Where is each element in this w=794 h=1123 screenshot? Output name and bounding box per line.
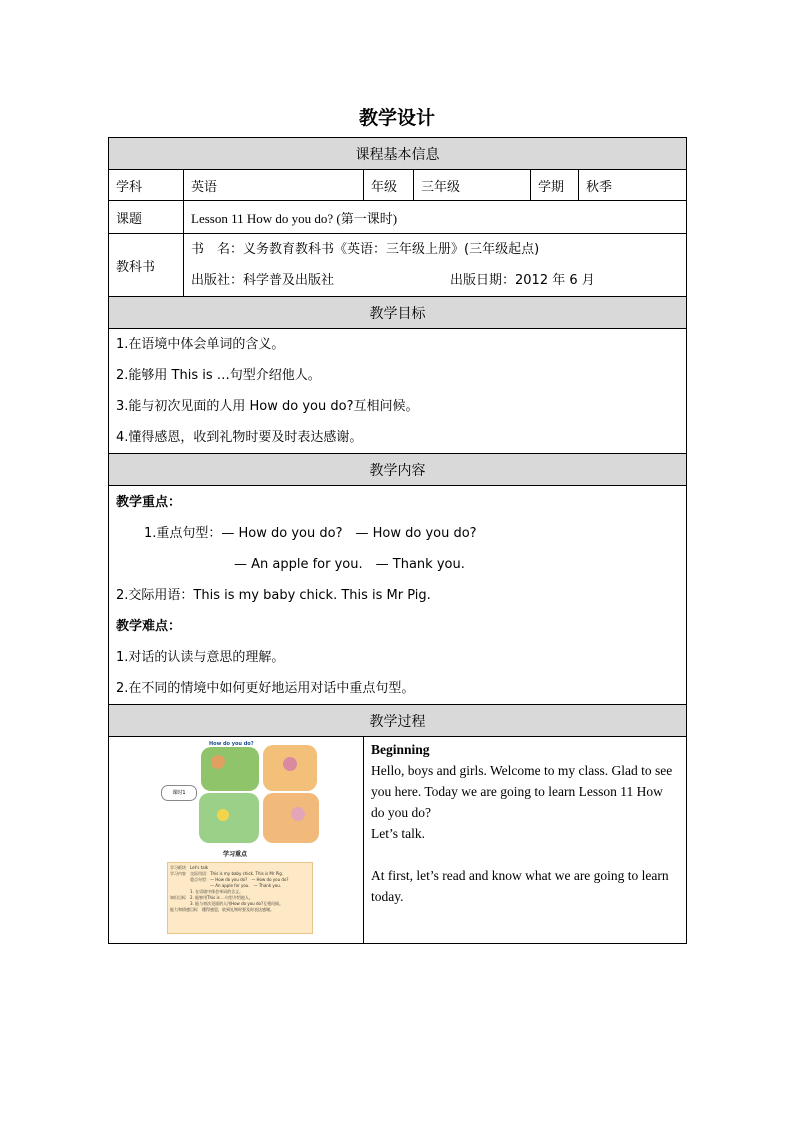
- preview-summary-box: [167, 862, 313, 934]
- summary-row: 能力和情感目标 懂得感恩，收到礼物时要及时表达感谢。: [170, 907, 274, 912]
- section-process: 教学过程: [109, 705, 687, 737]
- summary-row: 重点句型：— How do you do? — How do you do?: [170, 877, 289, 882]
- subject-value: 英语: [184, 170, 364, 201]
- summary-row: 学习内容 交际用语：This is my baby chick. This is Mr Pig.: [170, 871, 284, 876]
- process-blank-line: [371, 844, 679, 865]
- lesson-plan-table: [108, 137, 687, 944]
- process-paragraph-line: Hello, boys and girls. Welcome to my class. Glad to see: [371, 763, 673, 778]
- subject-label: 学科: [109, 170, 184, 201]
- topic-value: [184, 201, 687, 234]
- key-points-heading: 教学重点：: [116, 494, 182, 510]
- summary-row: — An apple for you. — Thank you.: [170, 883, 282, 888]
- textbook-label: 教科书: [109, 234, 184, 297]
- comic-art: [291, 807, 305, 821]
- comic-art: [217, 809, 229, 821]
- lesson-preview-image: [143, 737, 329, 937]
- comic-panel: [263, 793, 319, 843]
- summary-row: 3. 能与初次见面的人用How do you do?互相问候。: [170, 901, 284, 906]
- process-paragraph-line: At first, let’s read and know what we are going to learn today.: [371, 868, 669, 904]
- process-text-cell: [364, 737, 687, 944]
- publish-date: 出版日期：2012 年 6 月: [450, 273, 595, 288]
- section-objectives: 教学目标: [109, 297, 687, 329]
- term-label: 学期: [531, 170, 579, 201]
- difficulty-item: 1.对话的认读与意思的理解。: [116, 649, 285, 665]
- process-paragraph-line: Let’s talk.: [371, 826, 425, 841]
- objective-item: 4.懂得感恩，收到礼物时要及时表达感谢。: [116, 430, 363, 445]
- comic-art: [283, 757, 297, 771]
- process-heading: Beginning: [371, 742, 430, 757]
- summary-row: 知识目标 2. 能够用This is ...句型介绍他人。: [170, 895, 253, 900]
- communication-line: 2.交际用语：This is my baby chick. This is Mr Pig.: [116, 587, 431, 603]
- textbook-publisher-row: [191, 265, 679, 296]
- term-value: 秋季: [579, 170, 687, 201]
- comic-panel: [199, 793, 259, 843]
- textbook-value: [184, 234, 687, 297]
- lesson-preview-cell: [109, 737, 364, 944]
- topic-label: 课题: [109, 201, 184, 234]
- publisher: 出版社：科学普及出版社: [191, 273, 335, 288]
- grade-label: 年级: [364, 170, 414, 201]
- summary-row: 学习板块 Let's talk: [170, 865, 209, 870]
- objective-item: 2.能够用 This is …句型介绍他人。: [116, 368, 321, 383]
- preview-caption: 学习重点: [223, 851, 248, 858]
- difficulties-heading: 教学难点：: [116, 618, 182, 634]
- grade-value: 三年级: [414, 170, 531, 201]
- content-cell: [109, 486, 687, 705]
- key-sentence-line: 1.重点句型：— How do you do? — How do you do?: [144, 525, 477, 541]
- lesson-tag: 课时1: [161, 785, 197, 801]
- preview-header: How do you do?: [209, 741, 254, 747]
- topic-text: Lesson 11 How do you do? (第一课时): [191, 210, 398, 226]
- section-basic-info: 课程基本信息: [109, 138, 687, 170]
- comic-panel: [201, 747, 259, 791]
- objective-item: 3.能与初次见面的人用 How do you do?互相问候。: [116, 399, 419, 414]
- key-sentence-line: — An apple for you. — Thank you.: [234, 556, 465, 572]
- objectives-cell: [109, 329, 687, 454]
- summary-row: 1. 在语境中体会单词的含义。: [170, 889, 244, 894]
- objective-item: 1.在语境中体会单词的含义。: [116, 337, 285, 352]
- comic-art: [211, 755, 225, 769]
- textbook-name: 书 名：义务教育教科书《英语：三年级上册》(三年级起点): [191, 242, 540, 257]
- section-content: 教学内容: [109, 454, 687, 486]
- process-paragraph-line: you here. Today we are going to learn Lesson 11 How do you do?: [371, 784, 663, 820]
- difficulty-item: 2.在不同的情境中如何更好地运用对话中重点句型。: [116, 680, 415, 696]
- page-title: 教学设计: [358, 107, 435, 129]
